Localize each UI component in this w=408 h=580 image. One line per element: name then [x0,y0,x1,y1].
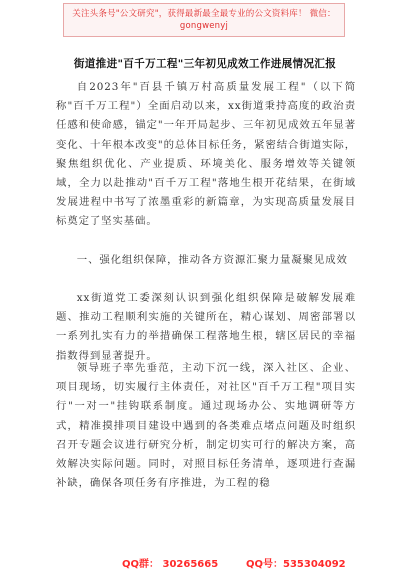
contact-footer [0,553,408,573]
document-title: 街道推进"百千万工程"三年初见成效工作进展情况汇报 [73,58,337,70]
paragraph-organization [56,289,356,366]
paragraph-leadership [56,359,356,493]
qq-group-number: QQ群： 30265665 [122,559,219,570]
section-heading [56,251,356,270]
promo-banner [63,3,345,37]
qq-number: QQ号：535304092 [246,559,346,570]
paragraph-text: 领导班子率先垂范，主动下沉一线，深入社区、企业、项目现场，切实履行主体责任，对社区"百千万工程"项目实行"一对一"挂钩联系制度。通过现场办公、实地调研等方式，精准摸排项目建设中遇到的各类难点堵点问题及时组织召开专题会议进行研究分析，制定切实可行的解决方案，高效解决实际问题。同时，对照目标任务清单，逐项进行查漏补缺，确保各项任务有序推进，为工程的稳 [56,362,356,490]
promo-banner-text: 关注头条号"公文研究"，获得最新最全最专业的公文资料库！ 微信：gongwenyj [72,9,336,31]
paragraph-intro [56,78,356,232]
paragraph-text: 自2023年"百县千镇万村高质量发展工程"（以下简称"百千万工程"）全面启动以来，xx街道秉持高度的政治责任感和使命感，锚定"一年开局起步、三年初见成效五年显著变化、十年根本改变"的总体目标任务，紧密结合街道实际，聚焦组织优化、产业提质、环境美化、服务增效等关键领域，全力以赴推动"百千万工程"落地生根开花结果，在街域发展进程中书写了浓墨重彩的新篇章，为实现高质量发展目标奠定了坚实基础。 [56,81,356,228]
paragraph-text: xx街道党工委深刻认识到强化组织保障是破解发展难题、推动工程顺利实施的关键所在，精心谋划、周密部署以一系列扎实有力的举措确保工程落地生根，辖区居民的幸福指数得到显著提升。 [56,292,356,362]
section-heading-text: 一、强化组织保障，推动各方资源汇聚力量凝聚见成效 [76,254,348,266]
